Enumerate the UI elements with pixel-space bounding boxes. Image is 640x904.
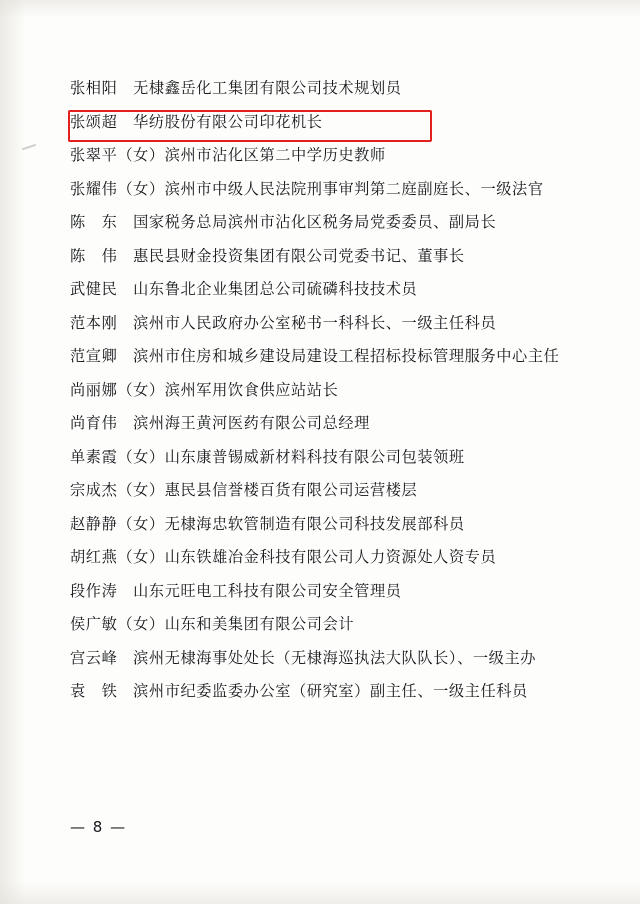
page-number: — 8 — bbox=[70, 818, 127, 836]
list-item: 尚丽娜（女）滨州军用饮食供应站站长 bbox=[70, 380, 339, 399]
list-item: 尚育伟 滨州海王黄河医药有限公司总经理 bbox=[70, 414, 370, 432]
list-item: 段作涛 山东元旺电工科技有限公司安全管理员 bbox=[70, 581, 402, 600]
scan-shadow-left bbox=[0, 0, 26, 904]
list-item: 范宣卿 滨州市住房和城乡建设局建设工程招标投标管理服务中心主任 bbox=[70, 347, 560, 365]
list-item: 陈 伟 惠民县财金投资集团有限公司党委书记、董事长 bbox=[70, 246, 465, 265]
list-item-highlighted: 张颂超 华纺股份有限公司印花机长 bbox=[70, 112, 323, 131]
list-item: 赵静静（女）无棣海忠软管制造有限公司科技发展部科员 bbox=[70, 514, 465, 533]
scan-artifact-mark bbox=[22, 144, 36, 150]
scan-shadow-top bbox=[0, 0, 640, 18]
list-item: 张耀伟（女）滨州市中级人民法院刑事审判第二庭副庭长、一级法官 bbox=[70, 179, 544, 198]
list-item: 胡红燕（女）山东铁雄冶金科技有限公司人力资源处人资专员 bbox=[70, 548, 497, 566]
list-item: 宗成杰（女）惠民县信誉楼百货有限公司运营楼层 bbox=[70, 481, 418, 499]
name-list bbox=[70, 72, 570, 709]
list-item: 张翠平（女）滨州市沾化区第二中学历史教师 bbox=[70, 146, 386, 164]
list-item: 袁 铁 滨州市纪委监委办公室（研究室）副主任、一级主任科员 bbox=[70, 682, 528, 700]
list-item: 陈 东 国家税务总局滨州市沾化区税务局党委委员、副局长 bbox=[70, 213, 497, 231]
list-item: 张相阳 无棣鑫岳化工集团有限公司技术规划员 bbox=[70, 79, 402, 97]
scan-shadow-bottom bbox=[0, 882, 640, 904]
list-item: 侯广敏（女）山东和美集团有限公司会计 bbox=[70, 615, 355, 633]
list-item: 单素霞（女）山东康普锡威新材料科技有限公司包装领班 bbox=[70, 447, 465, 466]
list-item: 范本刚 滨州市人民政府办公室秘书一科科长、一级主任科员 bbox=[70, 313, 497, 332]
list-item: 武健民 山东鲁北企业集团总公司硫磷科技技术员 bbox=[70, 280, 418, 298]
list-item: 宫云峰 滨州无棣海事处处长（无棣海巡执法大队队长）、一级主办 bbox=[70, 648, 537, 667]
